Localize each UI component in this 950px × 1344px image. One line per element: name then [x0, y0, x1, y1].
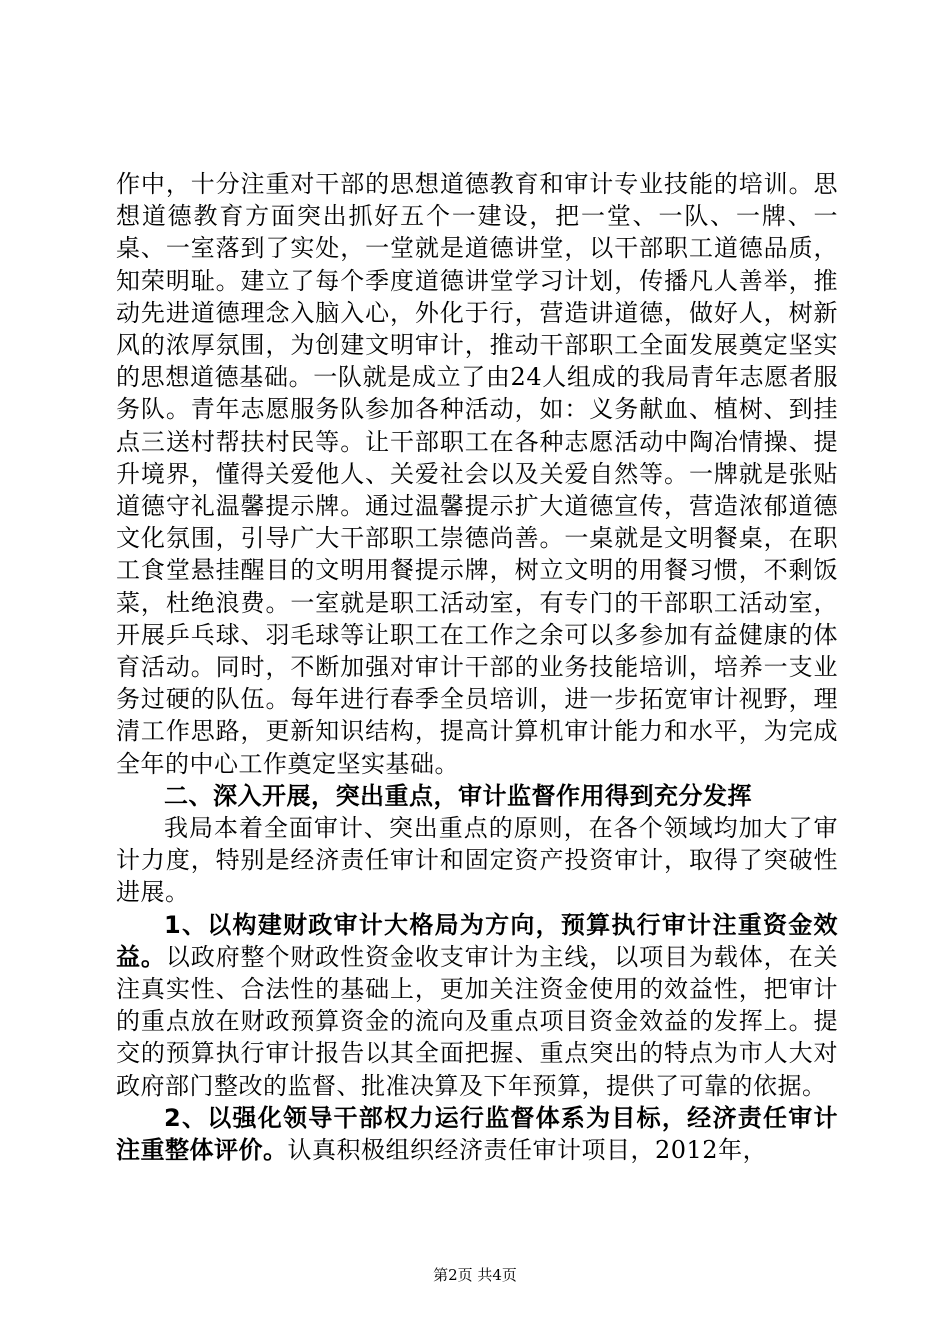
paragraph-audit-overview: 我局本着全面审计、突出重点的原则，在各个领域均加大了审计力度，特别是经济责任审计和固定资产投资审计，取得了突破性进展。 — [116, 814, 838, 907]
item-1-lead: 1、以构建财政审计大格局为方向，预算执行审计注重资金效益。 — [116, 910, 838, 971]
page-footer: 第2页 共4页 — [433, 1266, 517, 1284]
item-2-text: 认真积极组织经济责任审计项目，2012年， — [287, 1136, 768, 1165]
item-2-lead: 2、以强化领导干部权力运行监督体系为目标，经济责任审计注重整体评价。 — [116, 1103, 838, 1165]
section-heading-2: 二、深入开展，突出重点，审计监督作用得到充分发挥 — [164, 781, 752, 810]
paragraph-item-1 — [116, 909, 838, 1102]
paragraph-item-2 — [116, 1102, 838, 1166]
item-1-text: 以政府整个财政性资金收支审计为主线，以项目为载体，在关注真实性、合法性的基础上，更加关注资金使用的效益性，把审计的重点放在财政预算资金的流向及重点项目资金效益的发挥上。提交的预算执行审计报告以其全面把握、重点突出的特点为市人大对政府部门整改的监督、批准决算及下年预算，提供了可靠的依据。 — [116, 942, 839, 1100]
paragraph-moral-education: 作中，十分注重对干部的思想道德教育和审计专业技能的培训。思想道德教育方面突出抓好五个一建设，把一堂、一队、一牌、一桌、一室落到了实处，一堂就是道德讲堂，以干部职工道德品质，知荣明耻。建立了每个季度道德讲堂学习计划，传播凡人善举，推动先进道德理念入脑入心，外化于行，营造讲道德，做好人，树新风的浓厚氛围，为创建文明审计，推动干部职工全面发展奠定坚实的思想道德基础。一队就是成立了由24人组成的我局青年志愿者服务队。青年志愿服务队参加各种活动，如：义务献血、植树、到挂点三送村帮扶村民等。让干部职工在各种志愿活动中陶冶情操、提升境界，懂得关爱他人、关爱社会以及关爱自然等。一牌就是张贴道德守礼温馨提示牌。通过温馨提示扩大道德宣传，营造浓郁道德文化氛围，引导广大干部职工崇德尚善。一桌就是文明餐桌，在职工食堂悬挂醒目的文明用餐提示牌，树立文明的用餐习惯，不剩饭菜，杜绝浪费。一室就是职工活动室，有专门的干部职工活动室，开展乒乓球、羽毛球等让职工在工作之余可以多参加有益健康的体育活动。同时，不断加强对审计干部的业务技能培训，培养一支业务过硬的队伍。每年进行春季全员培训，进一步拓宽审计视野，理清工作思路，更新知识结构，提高计算机审计能力和水平，为完成全年的中心工作奠定坚实基础。 — [116, 170, 838, 778]
document-body — [116, 168, 838, 1166]
